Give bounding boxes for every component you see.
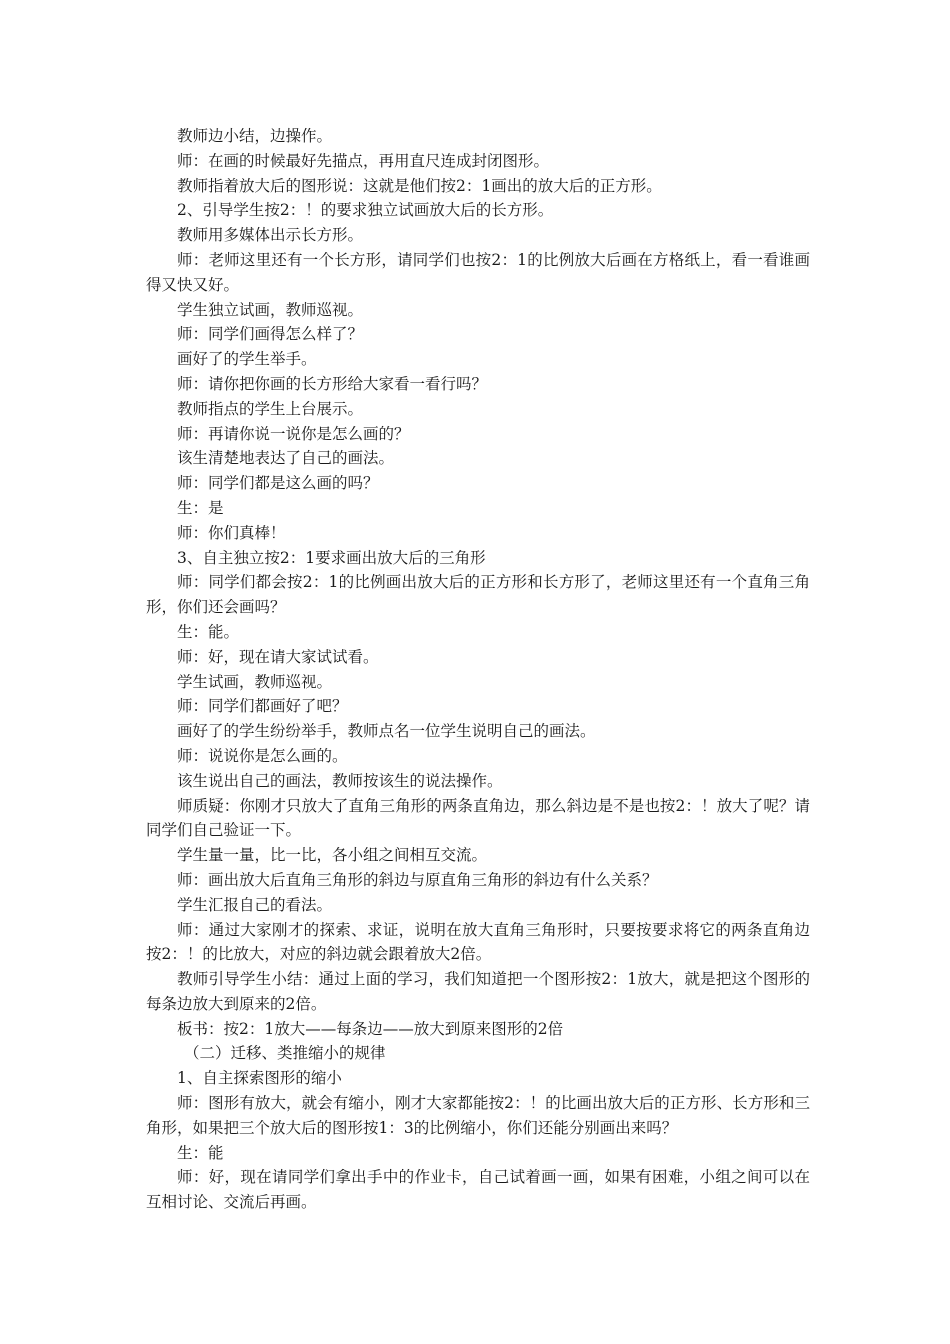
paragraph: 师：老师这里还有一个长方形，请同学们也按2：1的比例放大后画在方格纸上，看一看谁画得又快又好。	[146, 250, 810, 294]
paragraph: 画好了的学生举手。	[177, 350, 317, 369]
paragraph: 师：请你把你画的长方形给大家看一看行吗？	[177, 374, 488, 393]
paragraph: 板书：按2：1放大——每条边——放大到原来图形的2倍	[177, 1019, 564, 1038]
subsection-heading: 1、自主探索图形的缩小	[177, 1069, 342, 1088]
paragraph: 学生量一量，比一比，各小组之间相互交流。	[177, 846, 488, 865]
paragraph: 师：同学们画得怎么样了？	[177, 325, 364, 344]
paragraph: 学生汇报自己的看法。	[177, 895, 333, 914]
paragraph: 教师边小结，边操作。	[177, 127, 333, 145]
paragraph: 师：再请你说一说你是怎么画的？	[177, 424, 410, 443]
paragraph: 生：能	[177, 1143, 224, 1162]
paragraph: 2、引导学生按2：！的要求独立试画放大后的长方形。	[177, 201, 554, 220]
document-body	[146, 124, 810, 1215]
paragraph: 师：你们真棒！	[177, 523, 286, 542]
paragraph: 师：图形有放大，就会有缩小，刚才大家都能按2：！的比画出放大后的正方形、长方形和三角形，如果把三个放大后的图形按1：3的比例缩小，你们还能分别画出来吗？	[146, 1094, 810, 1137]
paragraph: 学生独立试画，教师巡视。	[177, 300, 364, 319]
paragraph: 师：通过大家刚才的探索、求证，说明在放大直角三角形时，只要按要求将它的两条直角边按2：！的比放大，对应的斜边就会跟着放大2倍。	[146, 920, 810, 964]
paragraph: 画好了的学生纷纷举手，教师点名一位学生说明自己的画法。	[177, 722, 596, 741]
paragraph: 师：同学们都是这么画的吗？	[177, 474, 379, 493]
paragraph: 生：能。	[177, 622, 240, 641]
paragraph: 该生清楚地表达了自己的画法。	[177, 449, 395, 468]
paragraph: 师质疑：你刚才只放大了直角三角形的两条直角边，那么斜边是不是也按2：！放大了呢？请同学们自己验证一下。	[146, 796, 810, 840]
paragraph: 师：好，现在请同学们拿出手中的作业卡，自己试着画一画，如果有困难，小组之间可以在互相讨论、交流后再画。	[146, 1168, 810, 1212]
paragraph: 师：好，现在请大家试试看。	[177, 647, 379, 666]
paragraph: 3、自主独立按2：1要求画出放大后的三角形	[177, 548, 486, 567]
paragraph: 生：是	[177, 498, 224, 517]
paragraph: 教师引导学生小结：通过上面的学习，我们知道把一个图形按2：1放大，就是把这个图形的每条边放大到原来的2倍。	[146, 970, 810, 1013]
paragraph: 该生说出自己的画法，教师按该生的说法操作。	[177, 771, 503, 790]
paragraph: 教师指点的学生上台展示。	[177, 399, 364, 418]
paragraph: 学生试画，教师巡视。	[177, 672, 333, 691]
paragraph: 师：同学们都会按2：1的比例画出放大后的正方形和长方形了，老师这里还有一个直角三角形，你们还会画吗？	[146, 573, 810, 617]
paragraph: 教师用多媒体出示长方形。	[177, 226, 364, 245]
paragraph: 师：画出放大后直角三角形的斜边与原直角三角形的斜边有什么关系？	[177, 870, 658, 889]
paragraph: 师：在画的时候最好先描点，再用直尺连成封闭图形。	[177, 151, 550, 170]
paragraph: 师：说说你是怎么画的。	[177, 746, 348, 765]
section-heading: （二）迁移、类推缩小的规律	[184, 1044, 386, 1063]
paragraph: 师：同学们都画好了吧？	[177, 697, 348, 716]
paragraph: 教师指着放大后的图形说：这就是他们按2：1画出的放大后的正方形。	[177, 176, 662, 195]
